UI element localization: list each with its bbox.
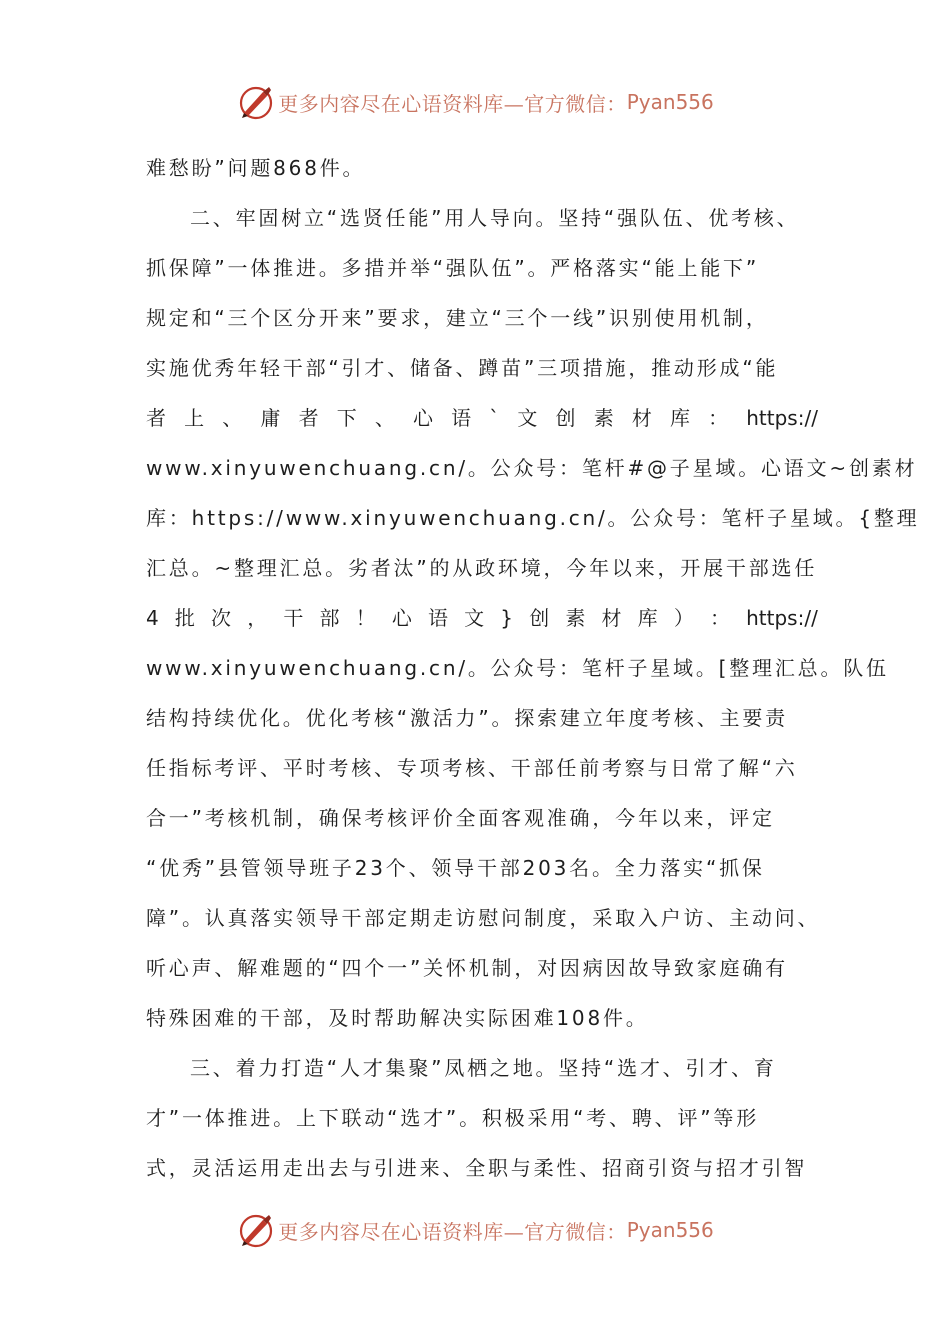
text-token: 下	[336, 406, 357, 430]
text-token: 4	[146, 606, 159, 630]
text-line: 任指标考评、平时考核、专项考核、干部任前考察与日常了解“六	[146, 756, 798, 780]
text-line: 实施优秀年轻干部“引才、储备、蹲苗”三项措施，推动形成“能	[146, 356, 779, 380]
text-line: www.xinyuwenchuang.cn/。公众号：笔杆#@子星域。心语文~创素材	[146, 456, 918, 480]
text-token: 上	[184, 406, 205, 430]
text-line: 难愁盼”问题868件。	[146, 156, 366, 180]
text-line: 合一”考核机制，确保考核评价全面客观准确，今年以来，评定	[146, 806, 775, 830]
text-line: 障”。认真落实领导干部定期走访慰问制度，采取入户访、主动问、	[146, 906, 821, 930]
text-token: ）	[673, 606, 694, 630]
text-token: ！	[355, 606, 376, 630]
text-token: 库	[637, 606, 658, 630]
text-line: 结构持续优化。优化考核“激活力”。探索建立年度考核、主要责	[146, 706, 788, 730]
text-token: 材	[631, 406, 652, 430]
text-token: 材	[601, 606, 622, 630]
text-token: 心	[412, 406, 433, 430]
text-line: 抓保障”一体推进。多措并举“强队伍”。严格落实“能上能下”	[146, 256, 760, 280]
text-token: https://	[746, 406, 818, 430]
text-token: 语	[451, 406, 472, 430]
text-token: 者	[146, 406, 166, 430]
text-token: ：	[709, 606, 730, 630]
text-token: 者	[298, 406, 319, 430]
text-token: }	[500, 606, 514, 630]
text-line-justified	[146, 403, 818, 433]
text-token: 语	[427, 606, 448, 630]
text-line: 二、牢固树立“选贤任能”用人导向。坚持“强队伍、优考核、	[190, 206, 800, 230]
text-token: 文	[464, 606, 485, 630]
text-token: 创	[529, 606, 550, 630]
banner-text: 更多内容尽在心语资料库—官方微信：	[278, 1219, 627, 1244]
banner-wechat-id: Pyan556	[626, 90, 714, 114]
text-line: 三、着力打造“人才集聚”凤栖之地。坚持“选才、引才、育	[190, 1056, 777, 1080]
text-line-justified	[146, 603, 818, 633]
text-token: 批	[174, 606, 195, 630]
text-token: 素	[593, 406, 614, 430]
text-line: 才”一体推进。上下联动“选才”。积极采用“考、聘、评”等形	[146, 1106, 760, 1130]
text-token: https://	[746, 606, 818, 630]
text-token: ，	[247, 606, 268, 630]
header-banner	[0, 80, 950, 124]
text-token: 庸	[260, 406, 281, 430]
text-token: 次	[211, 606, 232, 630]
pen-logo-icon	[236, 1210, 276, 1250]
text-line: 规定和“三个区分开来”要求，建立“三个一线”识别使用机制，	[146, 306, 769, 330]
text-line: 库：https://www.xinyuwenchuang.cn/。公众号：笔杆子星域。{整理	[146, 506, 920, 530]
text-token: 创	[555, 406, 576, 430]
text-token: 文	[517, 406, 538, 430]
pen-logo-icon	[236, 82, 276, 122]
text-token: `	[489, 406, 500, 430]
text-line: “优秀”县管领导班子23个、领导干部203名。全力落实“抓保	[146, 856, 765, 880]
text-token: 心	[391, 606, 412, 630]
text-line: 汇总。~整理汇总。劣者汰”的从政环境，今年以来，开展干部选任	[146, 556, 818, 580]
text-token: 干	[283, 606, 304, 630]
banner-text: 更多内容尽在心语资料库—官方微信：	[278, 91, 627, 116]
text-line: 特殊困难的干部，及时帮助解决实际困难108件。	[146, 1006, 649, 1030]
text-line: 式，灵活运用走出去与引进来、全职与柔性、招商引资与招才引智	[146, 1156, 808, 1180]
text-token: 、	[222, 406, 243, 430]
text-line: 听心声、解难题的“四个一”关怀机制，对因病因故导致家庭确有	[146, 956, 788, 980]
text-token: 部	[319, 606, 340, 630]
footer-banner	[0, 1208, 950, 1252]
text-line: www.xinyuwenchuang.cn/。公众号：笔杆子星域。[整理汇总。队伍	[146, 656, 889, 680]
banner-wechat-id: Pyan556	[626, 1218, 714, 1242]
text-token: 、	[374, 406, 395, 430]
text-token: 库	[669, 406, 690, 430]
text-token: ：	[708, 406, 729, 430]
text-token: 素	[565, 606, 586, 630]
